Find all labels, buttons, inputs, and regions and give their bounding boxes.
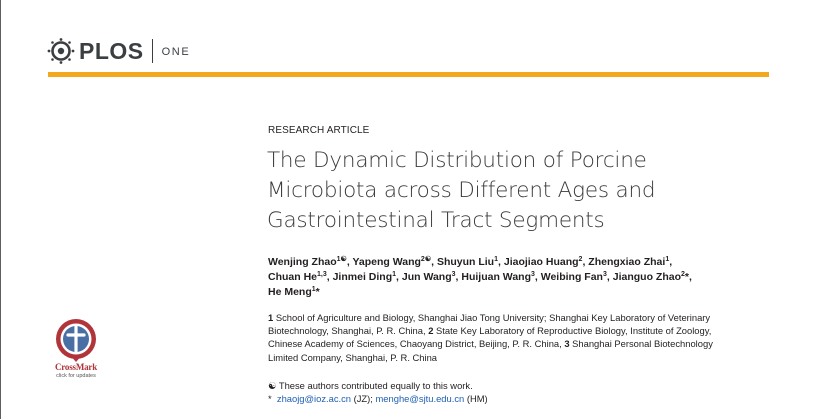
- affiliation-text: School of Agriculture and Biology, Shanghai Jiao Tong University; Shanghai Key Laboratory of Veterinary: [273, 312, 711, 323]
- author-notes: [268, 379, 768, 405]
- journal-logo[interactable]: [46, 37, 190, 65]
- author-name[interactable]: Jianguo Zhao: [612, 271, 681, 283]
- note-text: (JZ);: [351, 393, 376, 404]
- author-sup: 1: [392, 271, 397, 278]
- article-title: [267, 146, 757, 236]
- author-sup: 1,3: [317, 271, 327, 278]
- note-text: These authors contributed equally to this work.: [276, 380, 473, 391]
- affiliation-text: Limited Company, Shanghai, P. R. China: [268, 351, 438, 363]
- author-name[interactable]: Wenjing Zhao: [268, 256, 337, 268]
- author-sep: ,: [431, 256, 437, 268]
- author-line: [268, 255, 768, 270]
- author-name[interactable]: Zhengxiao Zhai: [588, 256, 666, 268]
- author-sup: 1: [665, 256, 670, 263]
- author-sup: 1: [311, 286, 316, 293]
- author-sep: ,: [582, 256, 589, 268]
- title-line: Microbiota across Different Ages and: [267, 178, 656, 203]
- author-sep: ,: [396, 271, 402, 283]
- affiliation-number: 1: [268, 312, 274, 323]
- author-sep: *: [315, 286, 320, 298]
- affiliation-line: [268, 351, 773, 364]
- author-sep: ,: [455, 271, 462, 283]
- journal-name: ONE: [161, 45, 191, 58]
- author-name[interactable]: Shuyun Liu: [436, 256, 495, 268]
- author-sep: *,: [684, 271, 692, 283]
- author-sup: 2: [680, 271, 685, 278]
- author-name[interactable]: Jun Wang: [401, 271, 452, 283]
- title-line: Gastrointestinal Tract Segments: [267, 208, 605, 233]
- page-left-border: [0, 0, 1, 419]
- affiliation-number: 3: [564, 338, 570, 350]
- author-line: [268, 285, 768, 300]
- author-sep: ,: [534, 271, 541, 283]
- author-sup: 1☯: [336, 256, 347, 263]
- affiliation-text: Biotechnology, Shanghai, P. R. China,: [268, 325, 429, 337]
- author-name[interactable]: Jiaojiao Huang: [503, 256, 579, 268]
- author-sep: ,: [346, 256, 353, 268]
- author-name[interactable]: Yapeng Wang: [352, 256, 421, 268]
- author-sep: ,: [669, 256, 673, 268]
- author-sup: 3: [602, 271, 607, 278]
- author-list: [268, 255, 768, 300]
- affiliation-line: [268, 324, 773, 337]
- author-name[interactable]: Weibing Fan: [540, 271, 603, 283]
- logo-divider: [152, 39, 153, 63]
- header-accent-bar: [48, 72, 769, 77]
- affiliation-line: [268, 337, 773, 350]
- article-type-label: RESEARCH ARTICLE: [268, 125, 370, 136]
- note-text: (HM): [464, 393, 488, 404]
- author-sup: 1: [494, 256, 499, 263]
- affiliation-number: 2: [428, 325, 434, 337]
- affiliation-line: [268, 311, 773, 324]
- equal-contribution-icon: ☯: [268, 380, 277, 391]
- author-sup: 2: [578, 256, 583, 263]
- email-link-meng[interactable]: menghe@sjtu.edu.cn: [375, 393, 465, 404]
- affiliation-text: Chinese Academy of Sciences, Chaoyang District, Beijing, P. R. China,: [268, 338, 565, 350]
- author-sep: ,: [498, 256, 504, 268]
- author-sep: ,: [326, 271, 333, 283]
- author-name[interactable]: He Meng: [268, 286, 312, 298]
- brand-name: PLOS: [79, 37, 144, 64]
- affiliation-text: State Key Laboratory of Reproductive Biology, Institute of Zoology,: [433, 325, 712, 337]
- email-link-zhao[interactable]: zhaojg@ioz.ac.cn: [276, 393, 352, 404]
- equal-contribution-note: [268, 379, 768, 392]
- author-name[interactable]: Huijuan Wang: [461, 271, 531, 283]
- affiliation-text: Shanghai Personal Biotechnology: [569, 338, 713, 350]
- crossmark-label[interactable]: CrossMark: [54, 362, 98, 372]
- author-name[interactable]: Chuan He: [268, 271, 318, 283]
- crossmark-sublabel[interactable]: click for updates: [56, 373, 96, 379]
- corresponding-note: [268, 392, 768, 405]
- author-sep: ,: [606, 271, 613, 283]
- author-sup: 3: [451, 271, 456, 278]
- author-line: [268, 270, 768, 285]
- author-sup: 3: [531, 271, 535, 278]
- author-sup: 2☯: [420, 256, 432, 263]
- plos-logo-icon: [46, 38, 76, 64]
- author-name[interactable]: Jinmei Ding: [332, 271, 393, 283]
- title-line: The Dynamic Distribution of Porcine: [267, 148, 647, 173]
- corresponding-star: *: [268, 393, 272, 404]
- affiliations: [268, 311, 773, 364]
